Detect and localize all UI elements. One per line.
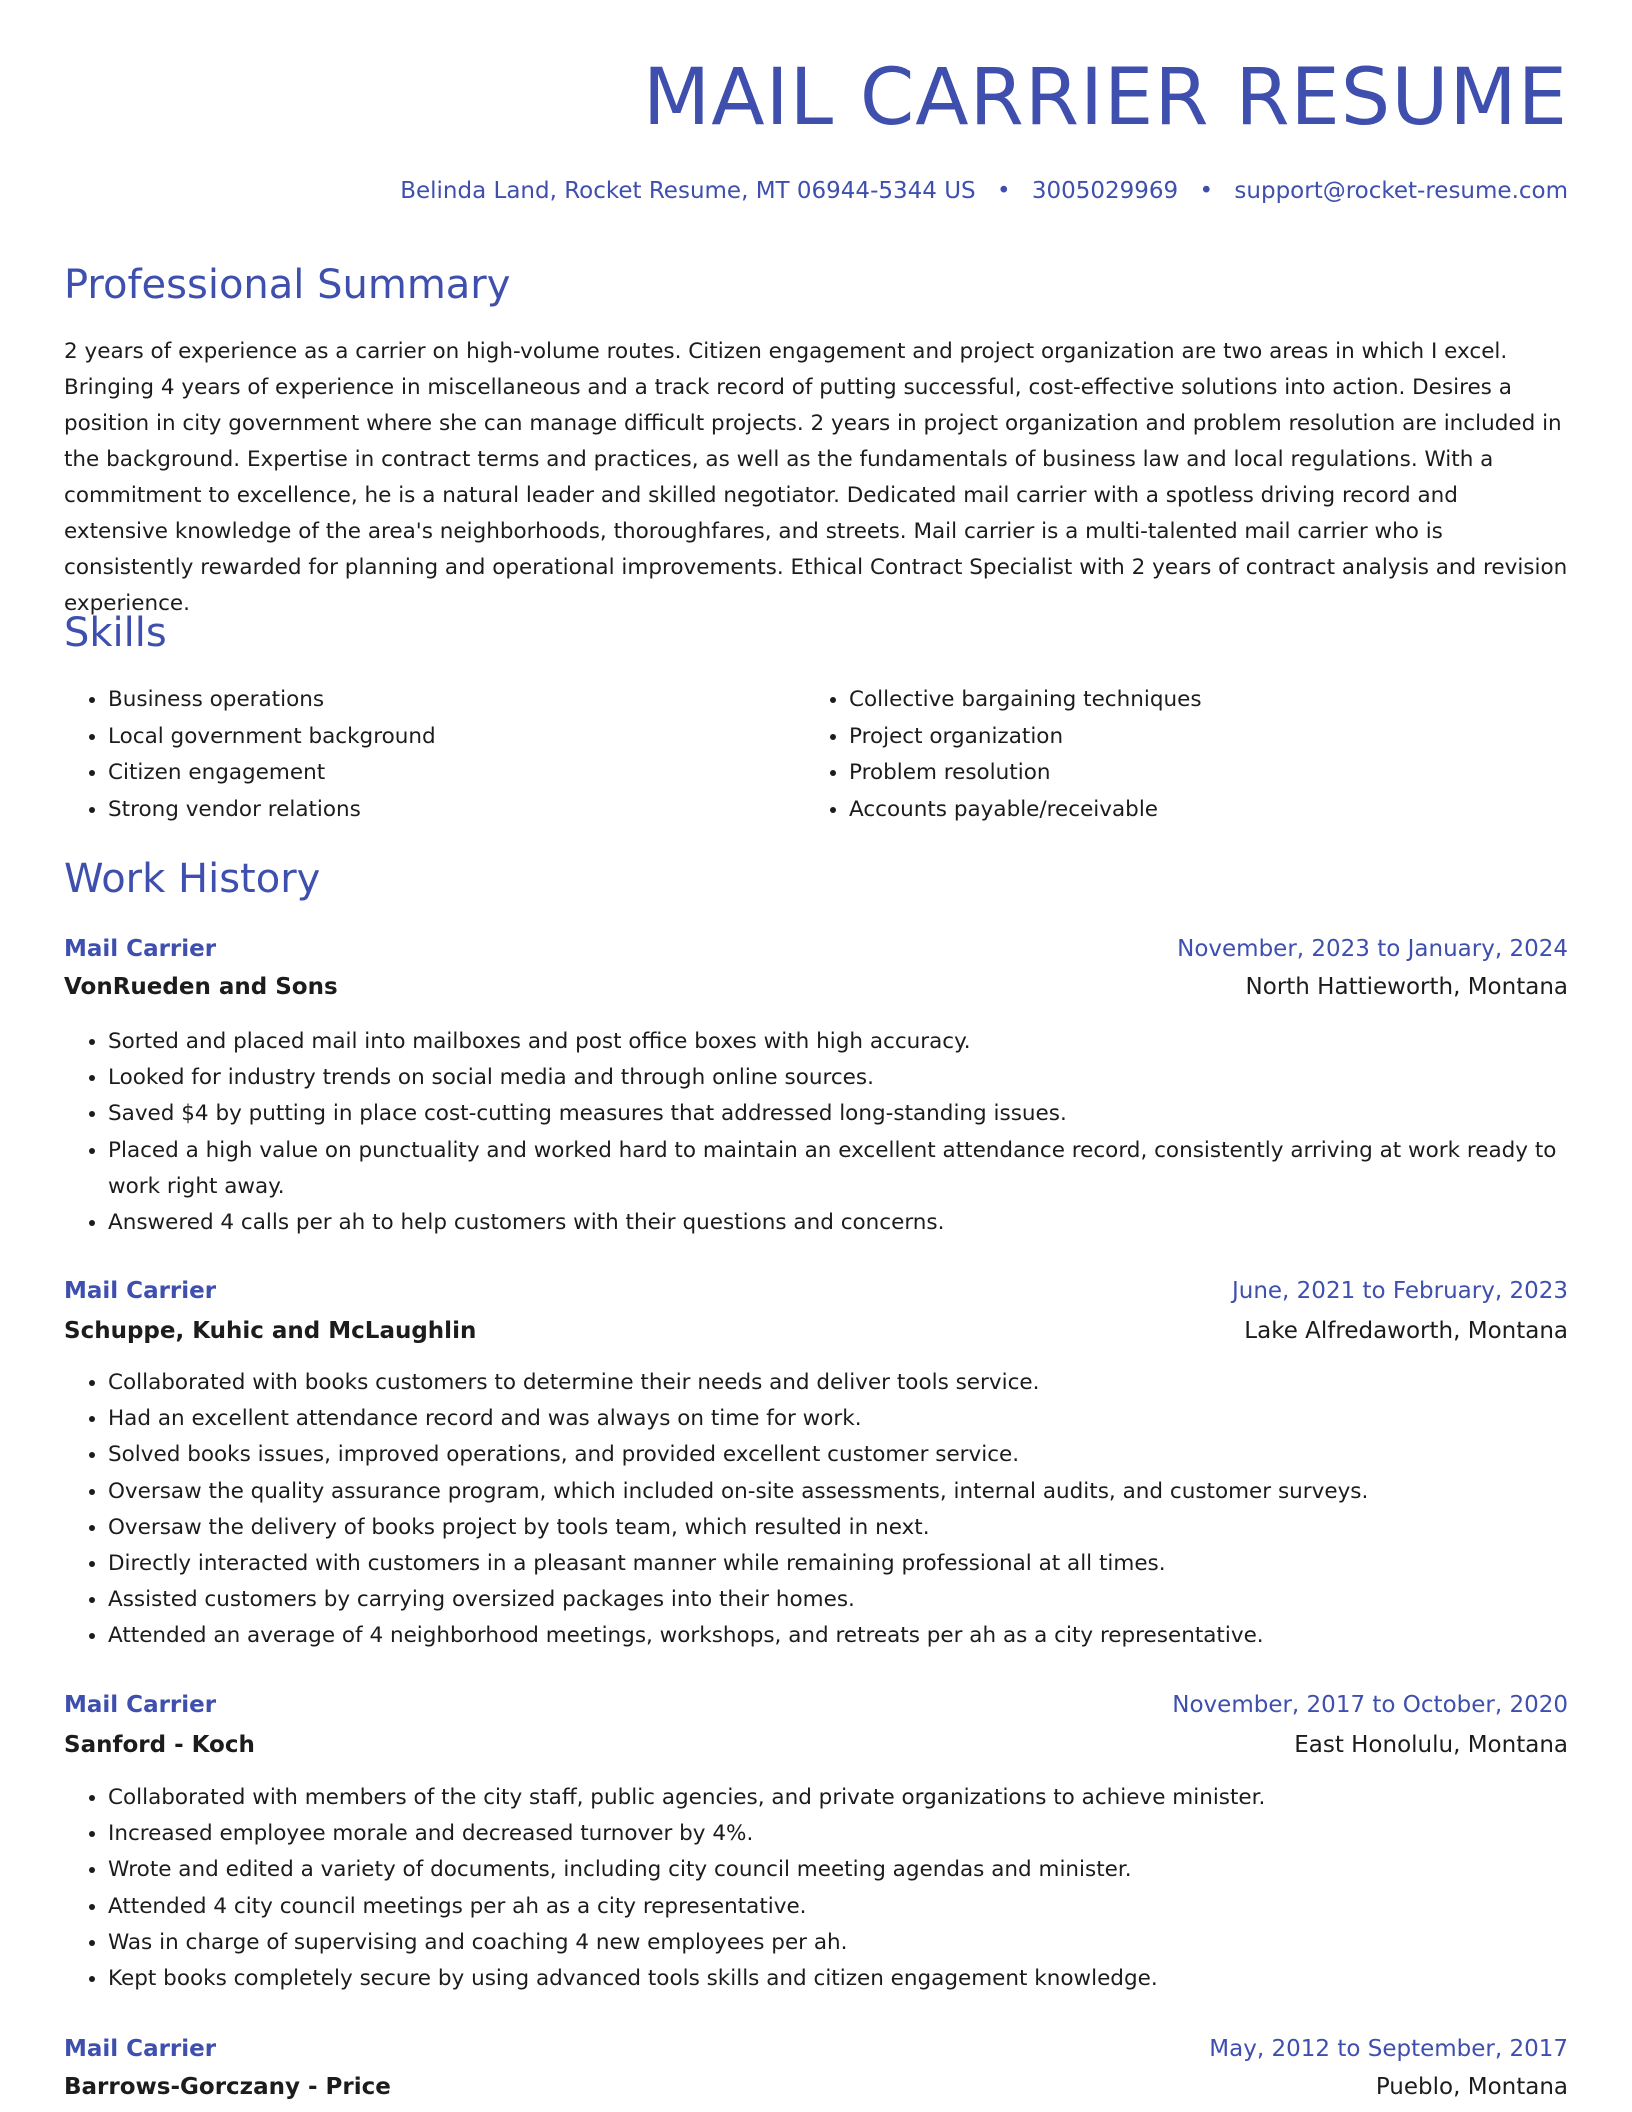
job-title: Mail Carrier [64, 936, 217, 962]
contact-address: Belinda Land, Rocket Resume, MT 06944-5344 US [400, 178, 976, 204]
job-title: Mail Carrier [64, 1278, 217, 1304]
job-location: Lake Alfredaworth, Montana [1244, 1318, 1568, 1344]
skills-list-right [805, 682, 1202, 828]
contact-separator: • [1199, 178, 1214, 204]
list-item: • Increased employee morale and decreased turnover by 4%. [108, 1816, 1568, 1852]
job-location: Pueblo, Montana [1375, 2074, 1568, 2100]
skill-item: • Project organization [849, 719, 1202, 756]
job-bullets [64, 1024, 1568, 1241]
list-item: • Attended 4 city council meetings per ah as a city representative. [108, 1889, 1568, 1925]
contact-separator: • [996, 178, 1011, 204]
contact-email[interactable]: support@rocket-resume.com [1234, 178, 1568, 204]
skill-item: • Problem resolution [849, 755, 1202, 792]
contact-line [400, 178, 1568, 204]
job-dates: May, 2012 to September, 2017 [1209, 2036, 1568, 2062]
job-title: Mail Carrier [64, 2036, 217, 2062]
list-item: • Attended an average of 4 neighborhood meetings, workshops, and retreats per ah as a city representative. [108, 1618, 1568, 1654]
job-company: Barrows-Gorczany - Price [64, 2074, 391, 2100]
list-item: • Placed a high value on punctuality and worked hard to maintain an excellent attendance record, consistently arriving at work ready to work right away. [108, 1133, 1568, 1205]
job-location: East Honolulu, Montana [1294, 1732, 1568, 1758]
resume-title: MAIL CARRIER RESUME [642, 53, 1568, 143]
job-company-row [64, 2074, 1568, 2100]
job-header [64, 2036, 1568, 2062]
list-item: • Had an excellent attendance record and was always on time for work. [108, 1401, 1568, 1437]
list-item: • Assisted customers by carrying oversized packages into their homes. [108, 1582, 1568, 1618]
job-company: Sanford - Koch [64, 1732, 255, 1758]
summary-heading: Professional Summary [64, 262, 511, 308]
job-company: VonRueden and Sons [64, 974, 338, 1000]
job-company-row [64, 1732, 1568, 1758]
job-company-row [64, 974, 1568, 1000]
skill-item: • Citizen engagement [108, 755, 436, 792]
list-item: • Directly interacted with customers in a pleasant manner while remaining professional at all times. [108, 1546, 1568, 1582]
job-company-row [64, 1318, 1568, 1344]
list-item: • Sorted and placed mail into mailboxes and post office boxes with high accuracy. [108, 1024, 1568, 1060]
summary-text: 2 years of experience as a carrier on high-volume routes. Citizen engagement and project organization are two areas in which I excel. Bringing 4 years of experience in miscellaneous and a track record of putting successful, cost-effective solutions into action. Desires a position in city government where she can manage difficult projects. 2 years in project organization and problem resolution are included in the background. Expertise in contract terms and practices, as well as the fundamentals of business law and local regulations. With a commitment to excellence, he is a natural leader and skilled negotiator. Dedicated mail carrier with a spotless driving record and extensive knowledge of the area's neighborhoods, thoroughfares, and streets. Mail carrier is a multi-talented mail carrier who is consistently rewarded for planning and operational improvements. Ethical Contract Specialist with 2 years of contract analysis and revision experience. [64, 339, 1568, 616]
job-dates: November, 2023 to January, 2024 [1177, 936, 1568, 962]
job-dates: June, 2021 to February, 2023 [1231, 1278, 1568, 1304]
list-item: • Saved $4 by putting in place cost-cutting measures that addressed long-standing issues. [108, 1096, 1568, 1132]
skill-item: • Collective bargaining techniques [849, 682, 1202, 719]
list-item: • Kept books completely secure by using advanced tools skills and citizen engagement knowledge. [108, 1961, 1568, 1997]
skill-item: • Strong vendor relations [108, 792, 436, 829]
list-item: • Wrote and edited a variety of documents, including city council meeting agendas and minister. [108, 1852, 1568, 1888]
work-history-heading: Work History [64, 856, 321, 902]
contact-phone[interactable]: 3005029969 [1031, 178, 1179, 204]
list-item: • Oversaw the delivery of books project by tools team, which resulted in next. [108, 1510, 1568, 1546]
skill-item: • Business operations [108, 682, 436, 719]
skills-heading: Skills [64, 610, 167, 656]
job-bullets [64, 1780, 1568, 1997]
list-item: • Collaborated with books customers to determine their needs and deliver tools service. [108, 1365, 1568, 1401]
job-header [64, 1692, 1568, 1718]
job-header [64, 1278, 1568, 1304]
list-item: • Looked for industry trends on social media and through online sources. [108, 1060, 1568, 1096]
list-item: • Collaborated with members of the city staff, public agencies, and private organizations to achieve minister. [108, 1780, 1568, 1816]
skills-list-left [64, 682, 436, 828]
job-title: Mail Carrier [64, 1692, 217, 1718]
job-company: Schuppe, Kuhic and McLaughlin [64, 1318, 477, 1344]
list-item: • Was in charge of supervising and coaching 4 new employees per ah. [108, 1925, 1568, 1961]
skill-item: • Accounts payable/receivable [849, 792, 1202, 829]
job-location: North Hattieworth, Montana [1245, 974, 1568, 1000]
skill-item: • Local government background [108, 719, 436, 756]
list-item: • Oversaw the quality assurance program, which included on-site assessments, internal audits, and customer surveys. [108, 1474, 1568, 1510]
list-item: • Solved books issues, improved operations, and provided excellent customer service. [108, 1437, 1568, 1473]
job-bullets [64, 1365, 1568, 1655]
job-header [64, 936, 1568, 962]
list-item: • Answered 4 calls per ah to help customers with their questions and concerns. [108, 1205, 1568, 1241]
job-dates: November, 2017 to October, 2020 [1172, 1692, 1568, 1718]
